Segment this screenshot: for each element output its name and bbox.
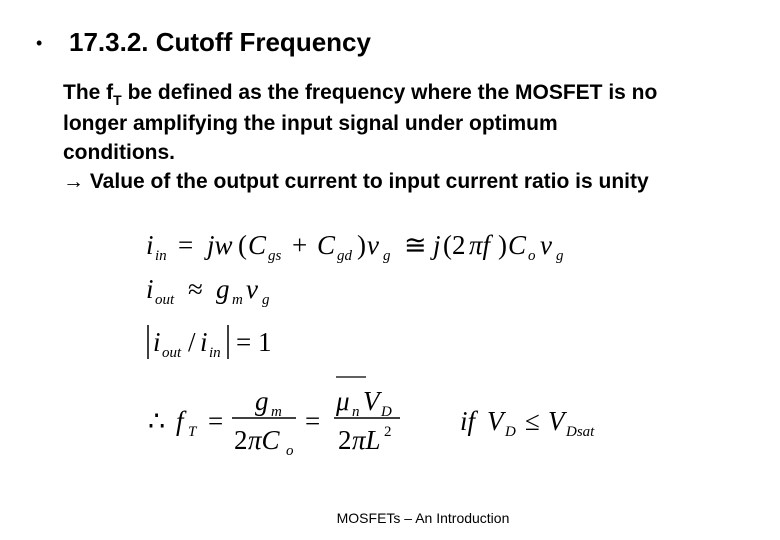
svg-text:/: / <box>188 327 196 357</box>
svg-text:g: g <box>216 274 230 304</box>
svg-text:g: g <box>255 386 269 416</box>
arrow-icon: → <box>63 170 84 193</box>
para-line-2: longer amplifying the input signal under optimum <box>63 112 558 135</box>
svg-text:2: 2 <box>338 425 352 455</box>
para-line-3: conditions. <box>63 141 175 164</box>
svg-text:V: V <box>363 386 380 416</box>
svg-text:v: v <box>246 274 258 304</box>
svg-text:m: m <box>271 404 282 420</box>
bullet-icon: • <box>36 33 43 53</box>
para-line-4: → Value of the output current to input current ratio is unity <box>63 170 649 193</box>
svg-text:D: D <box>505 424 516 440</box>
svg-text:o: o <box>528 248 536 264</box>
svg-text:f: f <box>176 406 184 436</box>
svg-text:≅: ≅ <box>404 230 427 260</box>
equation-unity-ratio <box>148 325 271 361</box>
subscript-T: T <box>113 92 122 108</box>
svg-text:= 1: = 1 <box>236 327 272 357</box>
svg-text:+: + <box>292 230 308 260</box>
svg-text:n: n <box>352 404 360 420</box>
svg-text:C: C <box>317 230 336 260</box>
svg-text:μ: μ <box>336 386 350 416</box>
svg-text:2: 2 <box>384 424 392 440</box>
svg-text:g: g <box>383 248 391 264</box>
svg-text:≤: ≤ <box>525 406 540 436</box>
svg-text:g: g <box>556 248 564 264</box>
equation-input-current <box>146 230 564 264</box>
svg-text:(: ( <box>238 230 247 260</box>
svg-text:Dsat: Dsat <box>566 424 595 440</box>
svg-text:i: i <box>153 327 161 357</box>
svg-text:∴: ∴ <box>148 406 166 436</box>
svg-text:=: = <box>208 406 224 436</box>
equation-output-current <box>146 274 270 308</box>
svg-text:): ) <box>498 230 507 260</box>
para-line-1: The $f_T$ be defined as the frequency where the MOSFET is no <box>63 81 658 108</box>
svg-text:D: D <box>381 404 392 420</box>
svg-text:gd: gd <box>337 248 352 264</box>
svg-text:v: v <box>540 230 552 260</box>
svg-text:C: C <box>248 230 267 260</box>
svg-text:jw: jw <box>207 230 233 260</box>
slide-footer: MOSFETs – An Introduction <box>336 510 510 526</box>
svg-text:o: o <box>286 443 294 459</box>
svg-text:(2: (2 <box>443 230 466 260</box>
svg-text:m: m <box>232 292 243 308</box>
svg-text:V: V <box>487 406 504 436</box>
svg-text:≈: ≈ <box>188 274 203 304</box>
slide-heading: 17.3.2. Cutoff Frequency <box>69 27 371 57</box>
svg-text:gs: gs <box>268 248 282 264</box>
svg-text:πL: πL <box>352 425 381 455</box>
svg-text:g: g <box>262 292 270 308</box>
svg-text:v: v <box>367 230 379 260</box>
svg-text:C: C <box>508 230 527 260</box>
svg-text:out: out <box>155 292 175 308</box>
svg-text:πC: πC <box>248 425 280 455</box>
svg-text:): ) <box>357 230 366 260</box>
svg-text:i: i <box>146 274 154 304</box>
svg-text:in: in <box>209 345 221 361</box>
svg-text:i: i <box>146 230 154 260</box>
svg-text:j: j <box>433 230 441 260</box>
svg-text:in: in <box>155 248 167 264</box>
svg-text:if: if <box>460 406 476 436</box>
svg-text:out: out <box>162 345 182 361</box>
svg-text:=: = <box>305 406 321 436</box>
svg-text:T: T <box>188 424 197 440</box>
svg-text:πf: πf <box>469 230 491 260</box>
svg-text:i: i <box>200 327 208 357</box>
svg-text:2: 2 <box>234 425 248 455</box>
svg-text:V: V <box>548 406 565 436</box>
svg-text:=: = <box>178 230 194 260</box>
equation-cutoff-frequency <box>148 377 595 459</box>
